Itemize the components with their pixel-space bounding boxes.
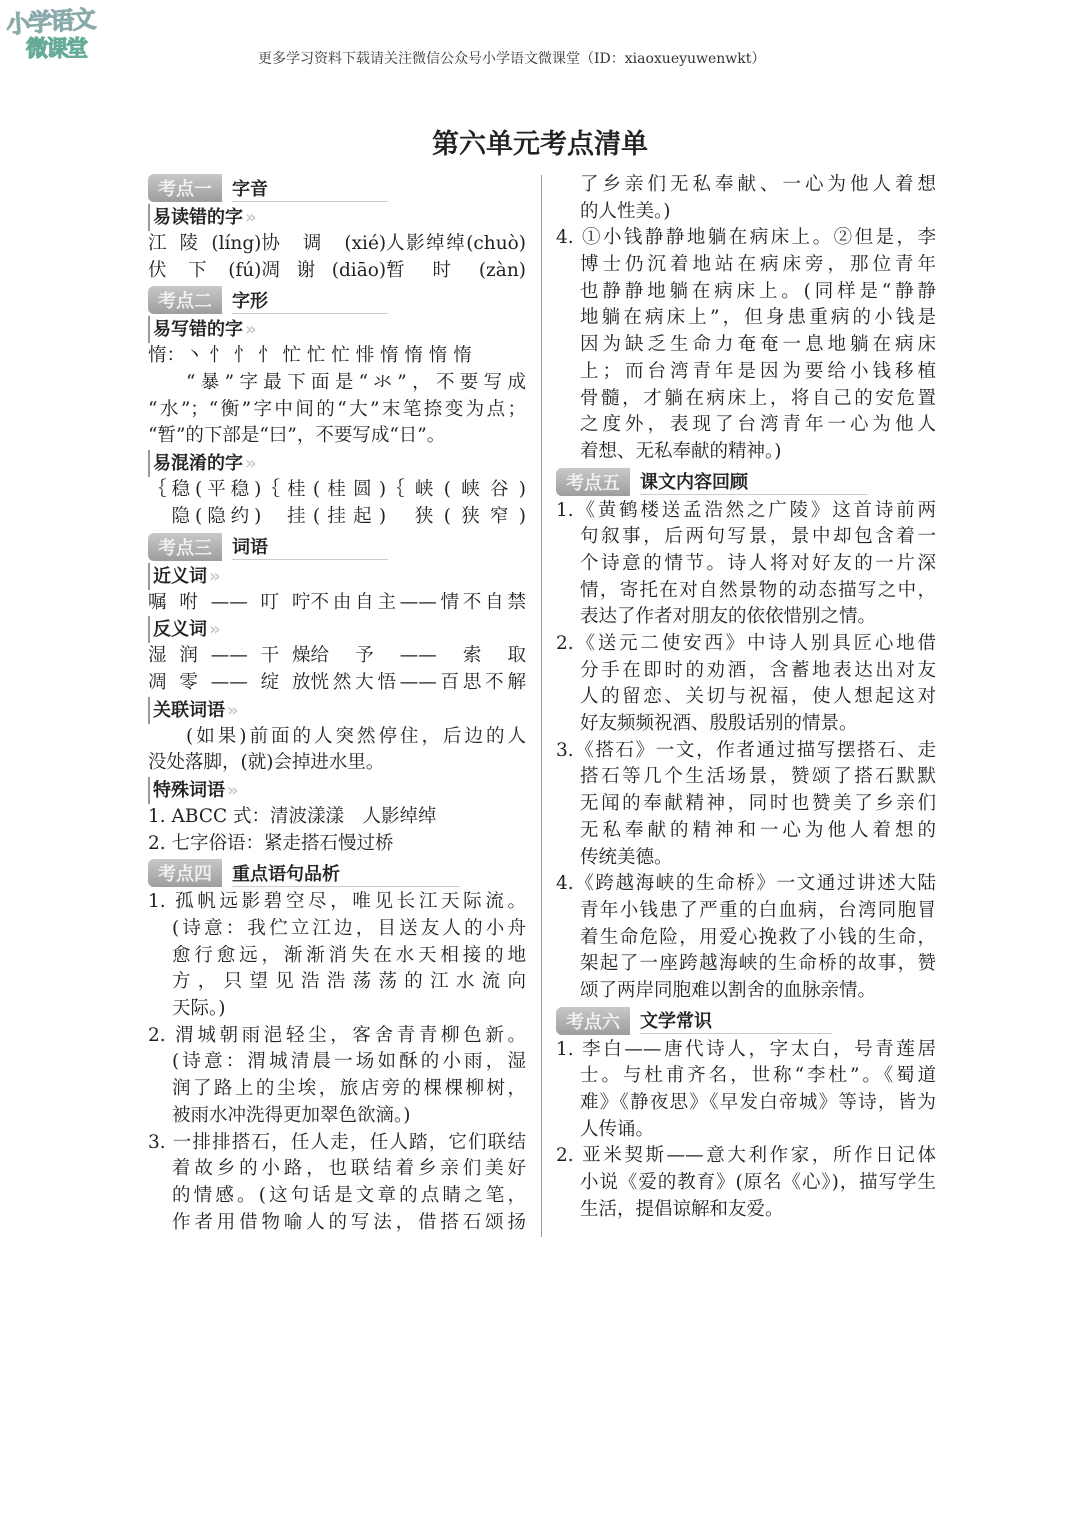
text-row [148,590,526,617]
text-line: 之度外，表现了台湾青年一心为他人 [580,414,936,436]
text-line: (诗意：渭城清晨一场如酥的小雨，湿 [172,1051,526,1073]
text-cell: ｛桂(桂圆) [261,479,387,501]
text-line: 小说《爱的教育》(原名《心》)，描写学生 [580,1172,936,1194]
text-line: 士。与杜甫齐名，世称“李杜”。《蜀道 [580,1065,936,1087]
section-header [148,532,526,562]
text-line: 个诗意的情节。诗人将对好友的一片深 [580,552,936,574]
subsection-heading: 易写错的字 » [148,316,526,343]
text-row [148,477,526,504]
section-title: 文学常识 [640,1007,832,1034]
text-cell: 协调(xié) [261,233,387,254]
text-line: 2.《送元二使安西》中诗人别具匠心地借 [556,633,936,654]
text-line: 传统美德。 [580,846,673,868]
section-header [148,173,526,203]
text-cell: 江陵(líng) [148,233,262,254]
subsection-heading: 特殊词语 » [148,777,526,804]
text-line: 也静静地躺在病床上。(同样是“静静 [580,280,936,302]
text-line: 表达了作者对朋友的依依惜别之情。 [580,606,877,628]
text-line: 2. 渭城朝雨浥轻尘，客舍青青柳色新。 [148,1024,526,1046]
section-title: 词语 [232,533,388,560]
text-line: 方，只望见浩浩荡荡的江水流向 [172,971,526,993]
text-line: 因为缺乏生命力奄奄一息地躺在病床 [580,334,936,356]
text-line: 了乡亲们无私奉献、一心为他人着想 [580,174,936,195]
section-badge: 考点一 [148,174,222,202]
left-column [148,172,526,1236]
text-line: “暂”的下部是“曰”，不要写成“日”。 [148,425,446,447]
text-line: 生活，提倡谅解和友爱。 [580,1198,784,1220]
text-line: (如果)前面的人突然停住，后边的人 [186,725,526,747]
text-line: 地躺在病床上”，但身患重病的小钱是 [580,307,936,329]
text-cell: 凋零——绽放 [148,671,311,693]
text-cell: 湿润——干燥 [148,645,311,667]
text-cell: ｛峡(峡谷) [386,479,526,501]
section-title: 字音 [232,175,388,202]
section-badge: 考点二 [148,286,222,314]
text-cell: 暂时(zàn) [386,259,526,281]
text-row [148,231,526,258]
page-title: 第六单元考点清单 [432,129,648,161]
text-line: 好友频频祝酒、殷殷话别的情景。 [580,713,858,735]
text-line: 1. ABCC 式：清波漾漾 人影绰绰 [148,805,437,827]
section-badge: 考点三 [148,533,222,561]
text-cell: 嘱咐——叮咛 [148,591,311,613]
section-badge: 考点六 [556,1007,630,1035]
section-header [148,858,526,888]
logo [4,2,112,62]
subsection-heading: 易读错的字 » [148,204,526,231]
text-line: 情，寄托在对自然景物的动态描写之中， [580,579,936,601]
text-line: 搭石等几个生活场景，赞颂了搭石默默 [580,766,936,788]
text-line: 分手在即时的劝酒，含蓄地表达出对友 [580,659,936,681]
text-row [148,670,526,697]
text-line: 的人性美。) [580,200,671,222]
text-line: 着生命危险，用爱心挽救了小钱的生命， [580,926,936,948]
right-column [556,172,936,1223]
text-line: (诗意：我伫立江边，目送友人的小舟 [172,918,526,939]
text-row [148,258,526,285]
section-title: 课文内容回顾 [640,468,868,495]
text-line: 2. 七字俗语：紧走搭石慢过桥 [148,832,394,854]
text-line: 博士仍沉着地站在病床旁，那位青年 [580,254,936,276]
section-header [556,1006,936,1036]
text-line: 人的留恋、关切与祝福，使人想起这对 [580,686,936,708]
text-line: 4. ①小钱静静地躺在病床上。②但是，李 [556,227,936,249]
text-line: 3.《搭石》一文，作者通过描写摆搭石、走 [556,739,936,761]
text-line: 愈行愈远，渐渐消失在水天相接的地 [172,944,526,966]
text-line: 1.《黄鹤楼送孟浩然之广陵》这首诗前两 [556,499,936,521]
text-line: 骨髓，才躺在病床上，将自己的安危置 [580,387,936,409]
text-line: 着故乡的小路，也联结着乡亲们美好 [172,1158,526,1180]
text-row [148,504,526,531]
text-cell: 给予——索取 [310,645,526,667]
text-line: 的情感。(这句话是文章的点睛之笔， [172,1184,526,1206]
text-cell: 挂(挂起) [261,505,387,527]
text-cell: 狭(狭窄) [386,505,526,527]
subsection-heading: 近义词 » [148,563,526,590]
text-line: 2. 亚米契斯——意大利作家，所作日记体 [556,1145,936,1167]
section-badge: 考点四 [148,859,222,887]
text-line: 人传诵。 [580,1118,655,1140]
text-line: “水”；“衡”字中间的“大”末笔捺变为点； [148,398,526,420]
text-cell: 人影绰绰(chuò) [386,233,526,254]
text-line: 青年小钱患了严重的白血病，台湾同胞冒 [580,899,936,921]
text-line: 难》《静夜思》《早发白帝城》等诗，皆为 [580,1092,936,1113]
subsection-heading: 关联词语 » [148,697,526,724]
text-line: 3. 一排排搭石，任人走，任人踏，它们联结 [148,1131,526,1153]
section-title: 重点语句品析 [232,860,460,887]
text-cell: 凋谢(diāo) [261,259,387,281]
text-line: 1. 孤帆远影碧空尽，唯见长江天际流。 [148,891,526,913]
text-line: 1. 李白——唐代诗人，字太白，号青莲居 [556,1038,936,1060]
section-badge: 考点五 [556,468,630,496]
text-line: 润了路上的尘埃，旅店旁的棵棵柳树， [172,1078,526,1100]
text-line: 无私奉献的精神和一心为他人着想的 [580,819,936,841]
text-row [148,643,526,670]
column-divider [541,175,542,1237]
text-line: 上；而台湾青年是因为要给小钱移植 [580,360,936,382]
text-cell: ｛稳(平稳) [148,479,262,501]
text-line: 作者用借物喻人的写法，借搭石颂扬 [172,1211,526,1233]
logo-text-top: 小学语文 [5,4,96,40]
text-line: 无闻的奉献精神，同时也赞美了乡亲们 [580,793,936,815]
text-line: “暴”字最下面是“氺”，不要写成 [186,372,526,394]
text-line: 颂了两岸同胞难以割舍的血脉亲情。 [580,979,877,1001]
text-line: 架起了一座跨越海峡的生命桥的故事，赞 [580,953,936,975]
text-cell: 不由自主——情不自禁 [310,591,526,613]
text-cell: 隐(隐约) [148,505,262,527]
text-cell: 伏下(fú) [148,259,262,281]
text-line: 着想、无私奉献的精神。) [580,440,782,462]
text-line: 句叙事，后两句写景，景中却包含着一 [580,526,936,548]
header-note: 更多学习资料下载请关注微信公众号小学语文微课堂（ID：xiaoxueyuwenwkt） [258,51,766,67]
section-header [148,285,526,315]
text-line: 被雨水冲洗得更加翠色欲滴。) [172,1104,411,1126]
subsection-heading: 易混淆的字 » [148,450,526,477]
text-line: 惰：丶 忄 忄 忄 忙 忙 忙 悱 惰 惰 惰 惰 [148,345,472,367]
section-header [556,467,936,497]
text-line: 没处落脚，(就)会掉进水里。 [148,752,385,774]
text-line: 4.《跨越海峡的生命桥》一文通过讲述大陆 [556,873,936,895]
text-cell: 恍然大悟——百思不解 [310,671,526,693]
logo-text-bottom: 微课堂 [26,37,87,62]
subsection-heading: 反义词 » [148,616,526,643]
text-line: 天际。) [172,998,226,1020]
section-title: 字形 [232,287,388,314]
